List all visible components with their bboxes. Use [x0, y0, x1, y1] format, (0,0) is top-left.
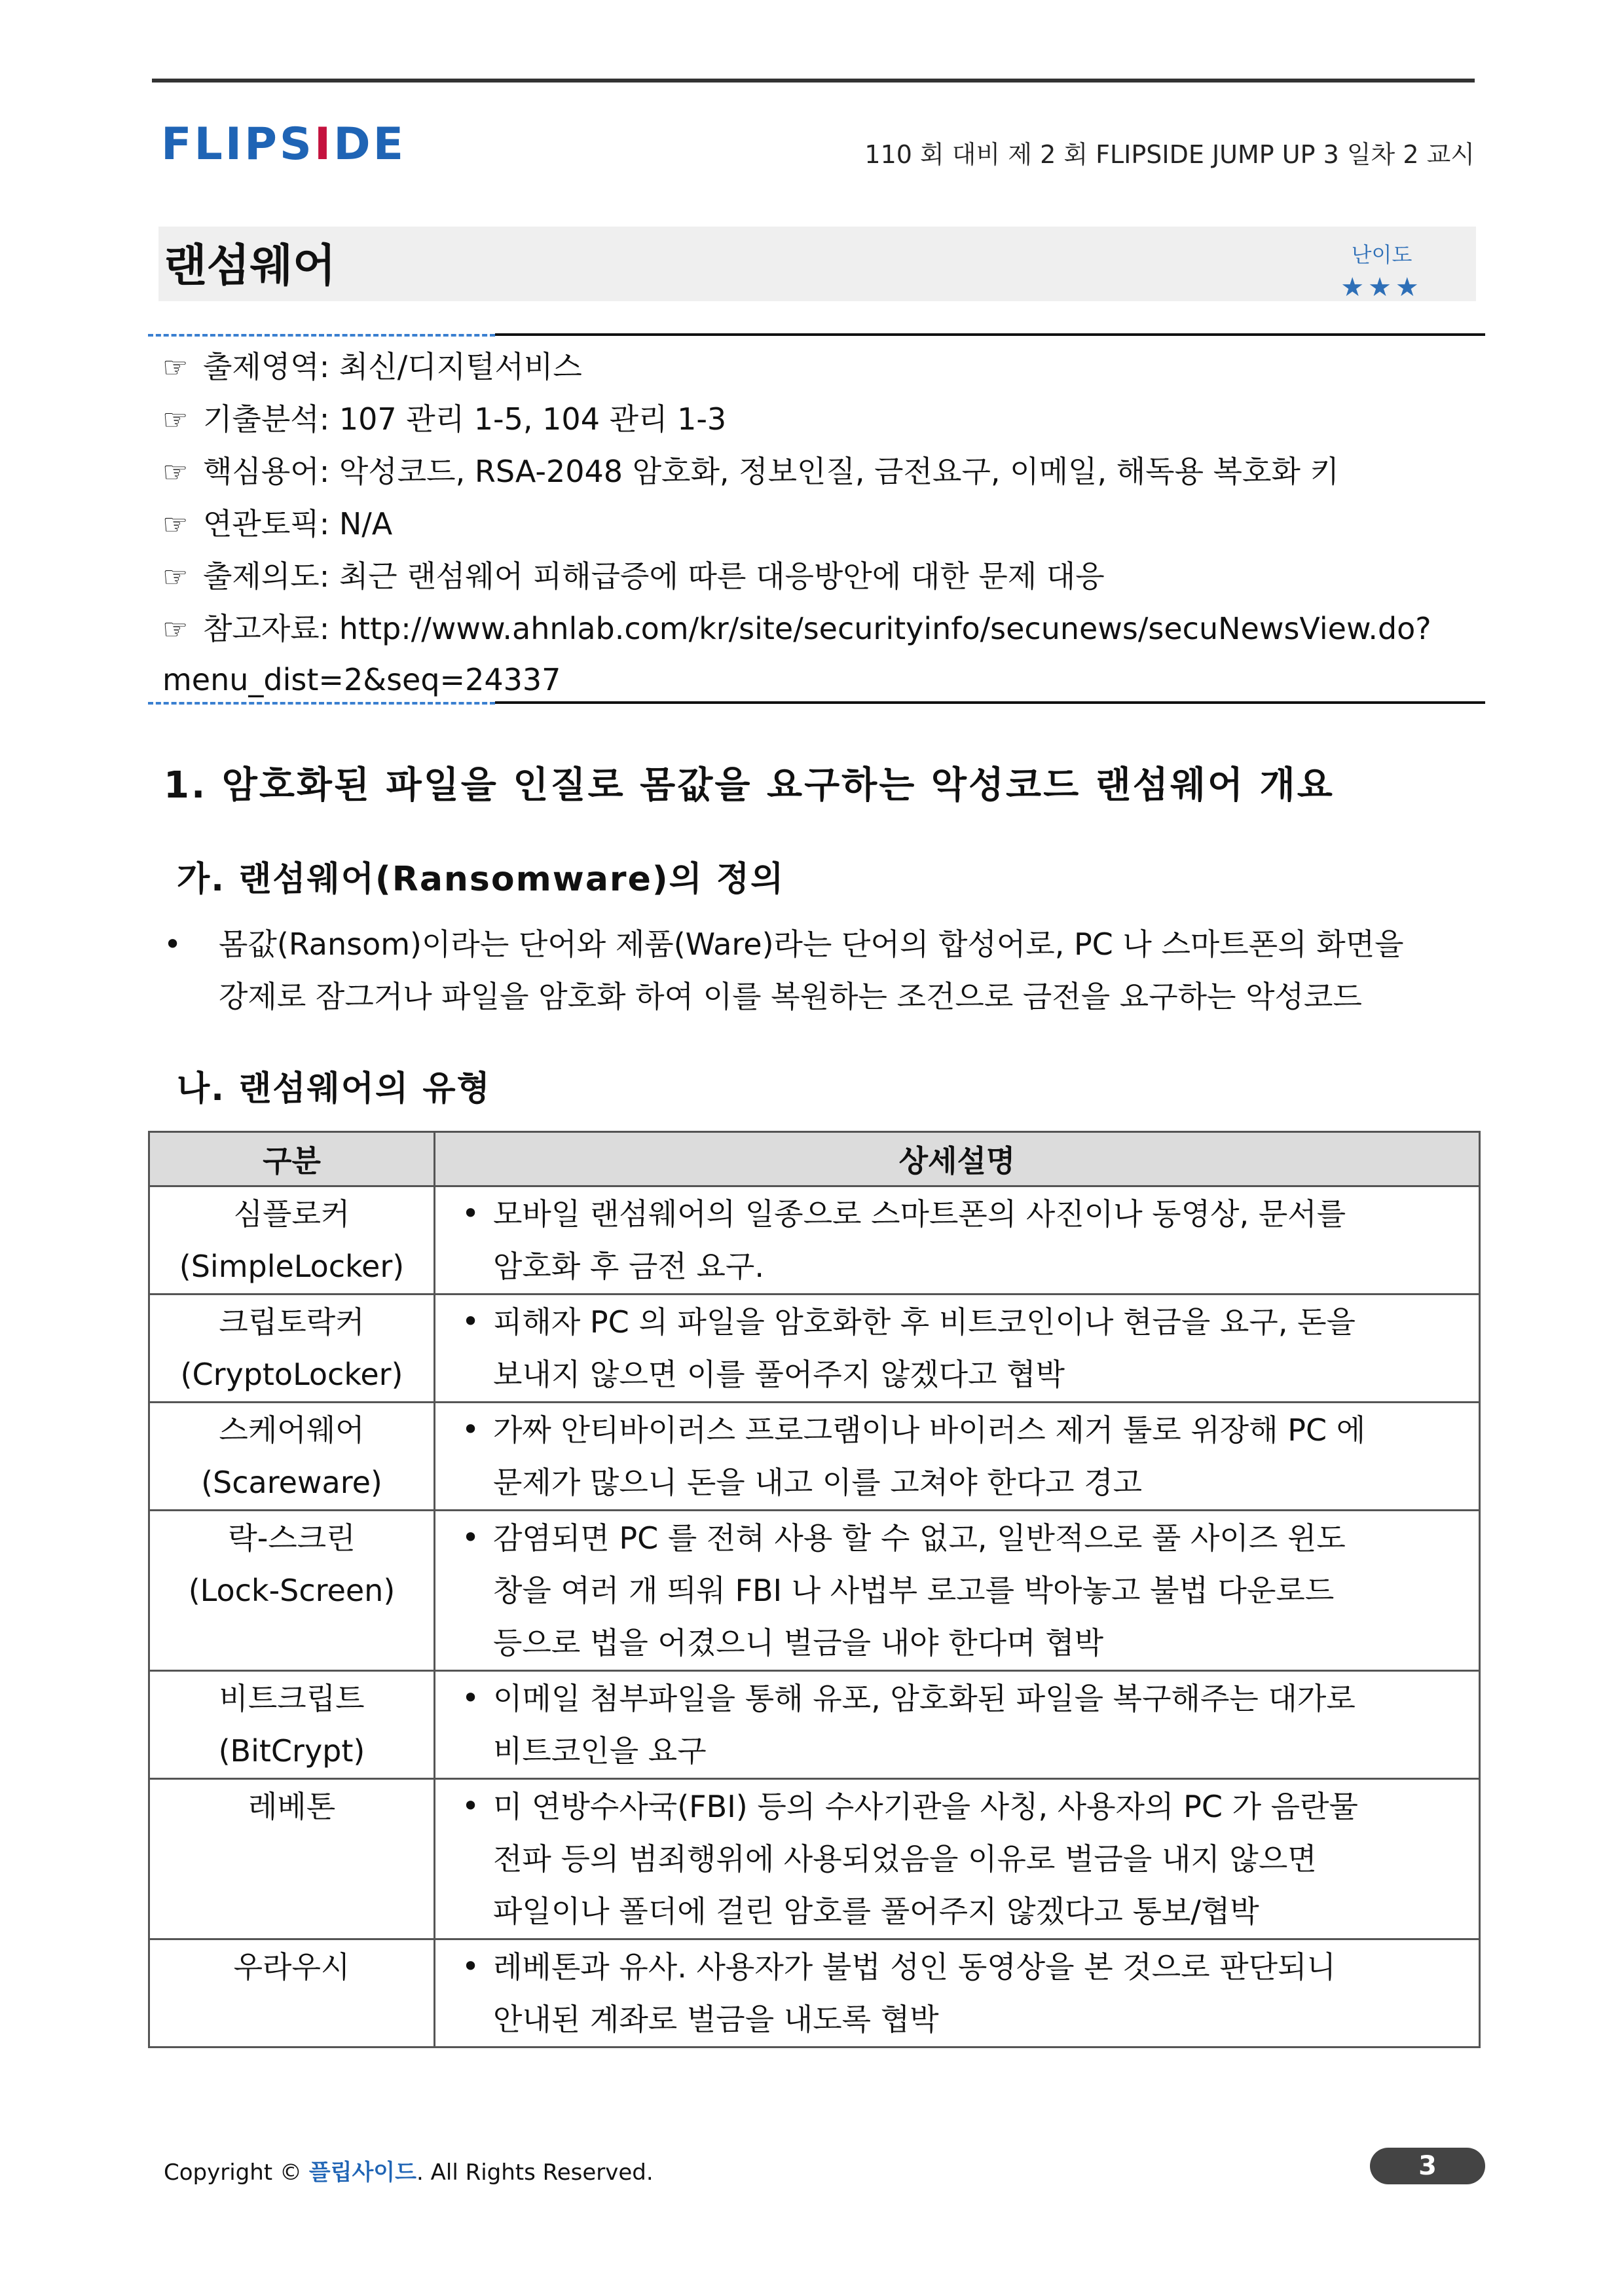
description-line: 감염되면 PC 를 전혀 사용 할 수 없고, 일반적으로 풀 사이즈 윈도: [493, 1520, 1346, 1556]
subsection-heading-definition: 가. 랜섬웨어(Ransomware)의 정의: [177, 860, 785, 899]
type-description-cell: [435, 1779, 1480, 1939]
info-item: [162, 498, 1479, 550]
info-list: [162, 340, 1479, 655]
ransomware-types-table: [148, 1131, 1481, 2048]
type-name-cell: [149, 1294, 435, 1403]
difficulty-label: 난이도: [1351, 242, 1412, 267]
info-divider-solid: [495, 701, 1485, 704]
definition-line: 몸값(Ransom)이라는 단어와 제품(Ware)라는 단어의 합성어로, PC 나 스마트폰의 화면을: [219, 927, 1404, 962]
page-number-badge: 3: [1370, 2148, 1485, 2184]
type-name-cell: [149, 1511, 435, 1671]
info-item: [162, 602, 1479, 655]
table-header-row: [149, 1132, 1480, 1186]
reference-url-continuation: menu_dist=2&seq=24337: [162, 662, 561, 697]
description-line: 미 연방수사국(FBI) 등의 수사기관을 사칭, 사용자의 PC 가 음란물: [493, 1789, 1358, 1824]
bullet-icon: •: [462, 1680, 480, 1716]
table-row: [149, 1186, 1480, 1294]
bullet-icon: •: [462, 1788, 480, 1824]
type-description-cell: [435, 1671, 1480, 1779]
info-divider-dashed: [148, 334, 495, 337]
title-box: [158, 227, 1476, 301]
page-title: 랜섬웨어: [164, 240, 336, 292]
info-item-text: 기출분석: 107 관리 1-5, 104 관리 1-3: [203, 401, 727, 437]
type-name-english: (SimpleLocker): [179, 1249, 405, 1284]
type-description-cell: [435, 1511, 1480, 1671]
bullet-icon: •: [462, 1196, 480, 1231]
top-rule: [152, 79, 1475, 83]
info-item: [162, 550, 1479, 602]
footer-copyright: [164, 2154, 654, 2186]
logo-text-accent: I: [314, 118, 334, 170]
type-name: 스케어웨어: [219, 1412, 365, 1448]
description-line: 등으로 법을 어겼으니 벌금을 내야 한다며 협박: [493, 1625, 1104, 1661]
bullet-icon: •: [462, 1304, 480, 1339]
type-name: 우라우시: [233, 1949, 350, 1985]
table-row: [149, 1294, 1480, 1403]
bullet-icon: •: [164, 927, 182, 962]
copyright-suffix: . All Rights Reserved.: [416, 2159, 654, 2186]
info-item-text: 참고자료: http://www.ahnlab.com/kr/site/securityinfo/secunews/secuNewsView.do?: [203, 611, 1431, 646]
pointing-hand-icon: ☞: [162, 508, 189, 542]
logo-text-tail: DE: [333, 118, 407, 170]
pointing-hand-icon: ☞: [162, 403, 189, 437]
type-name: 레베톤: [248, 1789, 336, 1824]
type-description-cell: [435, 1186, 1480, 1294]
description-line: 이메일 첨부파일을 통해 유포, 암호화된 파일을 복구해주는 대가로: [493, 1681, 1356, 1716]
description-line: 문제가 많으니 돈을 내고 이를 고쳐야 한다고 경고: [493, 1465, 1143, 1500]
table-row: [149, 1511, 1480, 1671]
definition-line: 강제로 잠그거나 파일을 암호화 하여 이를 복원하는 조건으로 금전을 요구하는 악성코드: [219, 979, 1362, 1014]
subsection-heading-types: 나. 랜섬웨어의 유형: [177, 1069, 491, 1109]
logo-text-main: FLIPS: [161, 118, 314, 170]
description-line: 레베톤과 유사. 사용자가 불법 성인 동영상을 본 것으로 판단되니: [493, 1949, 1336, 1985]
info-divider-solid: [495, 333, 1485, 336]
pointing-hand-icon: ☞: [162, 456, 189, 489]
description-line: 안내된 계좌로 벌금을 내도록 협박: [493, 2002, 939, 2037]
type-description-cell: [435, 1294, 1480, 1403]
info-item-text: 연관토픽: N/A: [203, 506, 393, 542]
info-item: [162, 393, 1479, 445]
type-name-cell: [149, 1779, 435, 1939]
type-name-cell: [149, 1939, 435, 2047]
type-name-english: (BitCrypt): [218, 1733, 365, 1769]
description-line: 보내지 않으면 이를 풀어주지 않겠다고 협박: [493, 1357, 1065, 1392]
description-line: 전파 등의 범죄행위에 사용되었음을 이유로 벌금을 내지 않으면: [493, 1841, 1317, 1877]
info-item-text: 출제의도: 최근 랜섬웨어 피해급증에 따른 대응방안에 대한 문제 대응: [203, 559, 1105, 594]
type-name-english: (Lock-Screen): [188, 1573, 396, 1608]
bullet-icon: •: [462, 1949, 480, 1984]
description-line: 비트코인을 요구: [493, 1733, 707, 1769]
difficulty-indicator: [1336, 238, 1428, 303]
type-description-cell: [435, 1403, 1480, 1511]
flipside-logo: [161, 118, 407, 170]
bullet-icon: •: [462, 1520, 480, 1555]
info-item-text: 출제영역: 최신/디지털서비스: [203, 349, 582, 384]
info-item: [162, 445, 1479, 498]
header-exam-info: 110 회 대비 제 2 회 FLIPSIDE JUMP UP 3 일차 2 교시: [864, 140, 1475, 169]
copyright-brand: 플립사이드: [308, 2159, 416, 2186]
table-header-description: 상세설명: [435, 1132, 1480, 1186]
pointing-hand-icon: ☞: [162, 613, 189, 646]
difficulty-stars: ★★★: [1340, 272, 1423, 303]
type-name: 비트크립트: [219, 1681, 365, 1716]
table-row: [149, 1671, 1480, 1779]
info-item-text: 핵심용어: 악성코드, RSA-2048 암호화, 정보인질, 금전요구, 이메일, 해독용 복호화 키: [203, 454, 1339, 489]
section-heading: 1. 암호화된 파일을 인질로 몸값을 요구하는 악성코드 랜섬웨어 개요: [164, 764, 1335, 807]
pointing-hand-icon: ☞: [162, 351, 189, 384]
description-line: 가짜 안티바이러스 프로그램이나 바이러스 제거 툴로 위장해 PC 에: [493, 1412, 1366, 1448]
description-line: 피해자 PC 의 파일을 암호화한 후 비트코인이나 현금을 요구, 돈을: [493, 1304, 1356, 1340]
type-name: 크립토락커: [219, 1304, 365, 1340]
type-name-cell: [149, 1403, 435, 1511]
description-line: 암호화 후 금전 요구.: [493, 1249, 764, 1284]
pointing-hand-icon: ☞: [162, 560, 189, 594]
description-line: 창을 여러 개 띄워 FBI 나 사법부 로고를 박아놓고 불법 다운로드: [493, 1573, 1335, 1608]
table-row: [149, 1403, 1480, 1511]
type-name: 심플로커: [233, 1196, 350, 1232]
table-row: [149, 1779, 1480, 1939]
type-name-cell: [149, 1186, 435, 1294]
copyright-prefix: Copyright ©: [164, 2159, 302, 2186]
table-header-category: 구분: [149, 1132, 435, 1186]
type-name: 락-스크린: [228, 1520, 356, 1556]
table-row: [149, 1939, 1480, 2047]
info-divider-dashed: [148, 702, 495, 705]
info-item: [162, 340, 1479, 393]
description-line: 파일이나 폴더에 걸린 암호를 풀어주지 않겠다고 통보/협박: [493, 1894, 1259, 1929]
type-name-english: (Scareware): [201, 1465, 382, 1500]
type-name-english: (CryptoLocker): [180, 1357, 403, 1392]
type-name-cell: [149, 1671, 435, 1779]
bullet-icon: •: [462, 1412, 480, 1447]
type-description-cell: [435, 1939, 1480, 2047]
description-line: 모바일 랜섬웨어의 일종으로 스마트폰의 사진이나 동영상, 문서를: [493, 1196, 1346, 1232]
